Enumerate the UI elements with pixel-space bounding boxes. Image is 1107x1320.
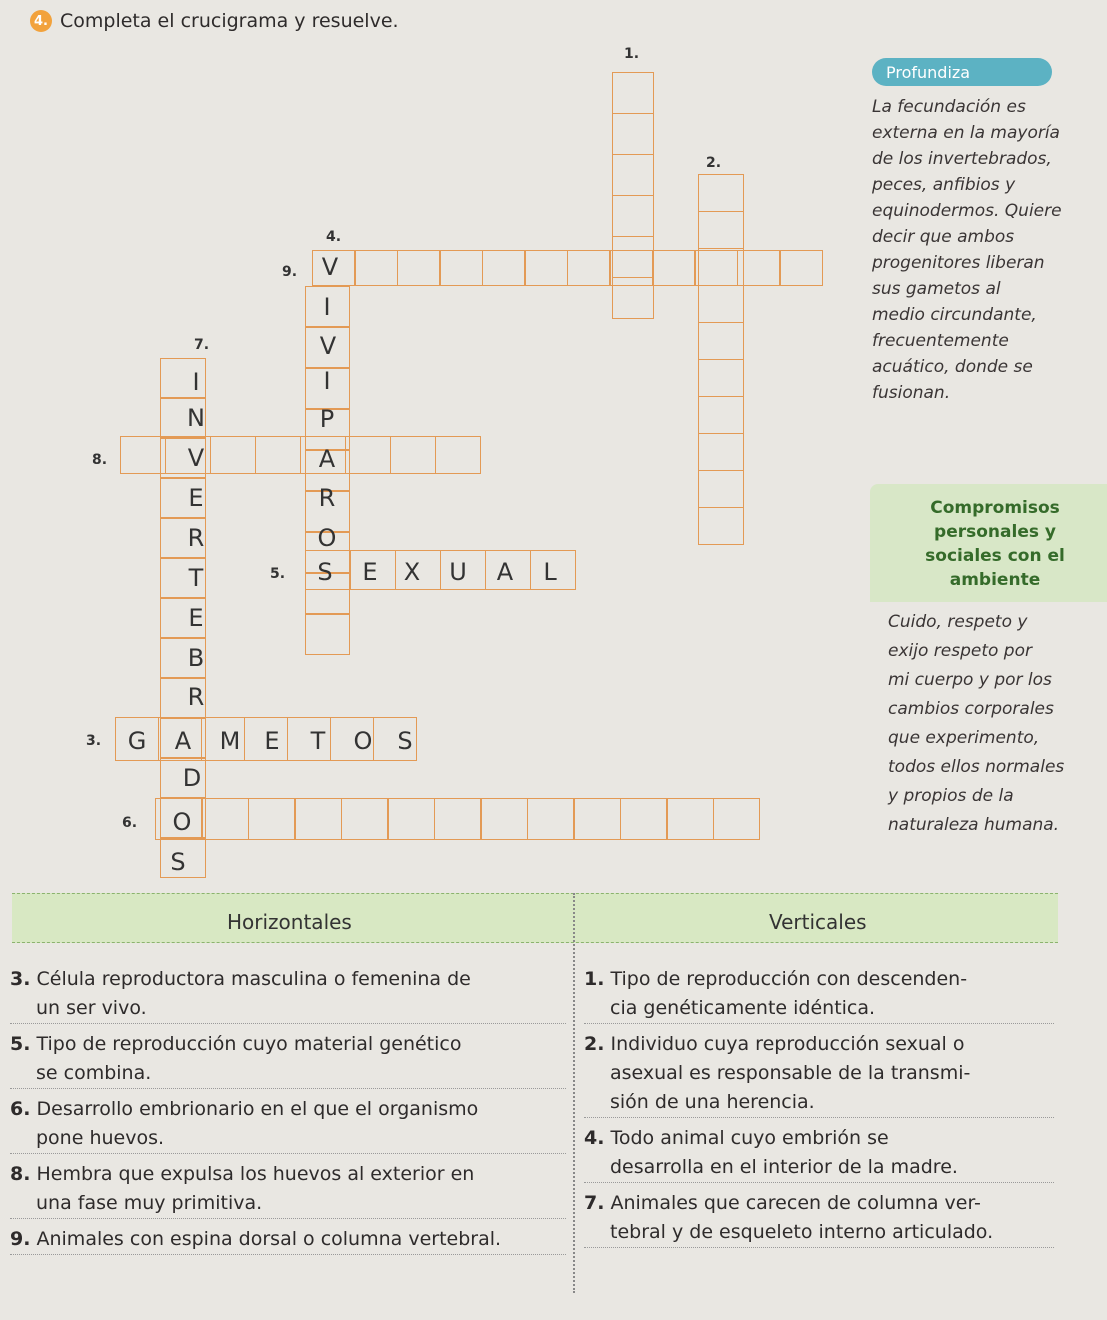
crossword-cell[interactable] (481, 798, 528, 840)
profundiza-tab: Profundiza (872, 58, 1052, 86)
clue-item-number: 6. (10, 1098, 31, 1120)
crossword-cell[interactable] (345, 436, 391, 474)
crossword-cell[interactable] (667, 798, 714, 840)
profundiza-line: de los invertebrados, (872, 149, 1052, 169)
clue-item-text: sión de una herencia. (610, 1091, 815, 1113)
horizontal-clues (10, 965, 566, 1261)
clue-number: 8. (92, 452, 108, 468)
clue-number: 5. (270, 566, 286, 582)
profundiza-line: sus gametos al (872, 279, 1001, 299)
handwritten-letter: E (188, 484, 204, 512)
crossword-cell[interactable] (780, 250, 823, 286)
clue-item (584, 1189, 1054, 1248)
handwritten-letter: V (187, 444, 205, 472)
clue-number: 4. (326, 229, 342, 245)
clue-item-text: asexual es responsable de la transmi- (610, 1062, 971, 1084)
profundiza-line: decir que ambos (872, 227, 1015, 247)
handwritten-letter: I (323, 367, 331, 395)
clue-item-text: una fase muy primitiva. (36, 1192, 263, 1214)
clue-number: 3. (86, 733, 102, 749)
handwritten-letter: E (188, 604, 204, 632)
crossword-cell[interactable] (695, 250, 738, 286)
crossword-cell[interactable] (567, 250, 610, 286)
clue-item-text: Animales que carecen de columna ver- (604, 1192, 981, 1214)
handwritten-letter: T (188, 564, 204, 592)
compromisos-line: todos ellos normales (888, 757, 1065, 777)
compromisos-title-line: Compromisos (930, 498, 1060, 518)
profundiza-line: fusionan. (872, 383, 951, 403)
handwritten-letter: D (182, 764, 202, 792)
profundiza-line: frecuentemente (872, 331, 1009, 351)
compromisos-line: Cuido, respeto y (888, 612, 1028, 632)
crossword-cell[interactable] (698, 396, 744, 434)
vertical-header: Verticales (769, 910, 867, 934)
clue-item-number: 8. (10, 1163, 31, 1185)
clue-item-number: 7. (584, 1192, 605, 1214)
clue-item (10, 965, 566, 1024)
clue-item-text: tebral y de esqueleto interno articulado. (610, 1221, 994, 1243)
handwritten-letter: V (321, 253, 339, 281)
clue-number: 7. (194, 337, 210, 353)
crossword-cell[interactable] (390, 436, 436, 474)
activity-number-badge: 4. (30, 10, 52, 32)
handwritten-letter: R (187, 524, 205, 552)
crossword-cell[interactable] (482, 250, 525, 286)
compromisos-line: y propios de la (888, 786, 1014, 806)
clue-item-number: 1. (584, 968, 605, 990)
crossword-cell[interactable] (612, 154, 654, 196)
clue-item (10, 1160, 566, 1219)
clue-item (10, 1225, 566, 1255)
handwritten-letter: S (317, 558, 333, 586)
crossword-cell[interactable] (440, 250, 483, 286)
clue-item-text: cia genéticamente idéntica. (610, 997, 876, 1019)
handwritten-letter: I (192, 368, 200, 396)
clue-number: 6. (122, 815, 138, 831)
compromisos-title-line: ambiente (949, 570, 1041, 590)
handwritten-letter: U (449, 558, 467, 586)
compromisos-line: naturaleza humana. (888, 815, 1060, 835)
activity-instruction: Completa el crucigrama y resuelve. (60, 10, 399, 32)
crossword-cell[interactable] (525, 250, 568, 286)
clues-header (12, 893, 1058, 943)
clue-number: 2. (706, 155, 722, 171)
crossword-cell[interactable] (527, 798, 574, 840)
clue-number: 1. (624, 46, 640, 62)
clue-item-text: Célula reproductora masculina o femenina de (30, 968, 471, 990)
handwritten-letter: P (319, 405, 335, 433)
clue-item-text: Individuo cuya reproducción sexual o (604, 1033, 965, 1055)
clue-item-text: Hembra que expulsa los huevos al exterior en (30, 1163, 475, 1185)
vertical-clues (584, 965, 1054, 1254)
crossword-cell[interactable] (713, 798, 760, 840)
handwritten-letter: V (319, 332, 337, 360)
compromisos-line: que experimento, (888, 728, 1040, 748)
crossword-cell[interactable] (120, 436, 166, 474)
handwritten-letter: A (174, 727, 192, 755)
handwritten-letter: O (172, 808, 192, 836)
profundiza-line: progenitores liberan (872, 253, 1045, 273)
crossword-cell[interactable] (737, 250, 780, 286)
crossword-cell[interactable] (612, 195, 654, 237)
handwritten-letter: T (310, 727, 326, 755)
profundiza-line: equinodermos. Quiere (872, 201, 1062, 221)
handwritten-letter: O (353, 727, 373, 755)
clue-item-text: Todo animal cuyo embrión se (604, 1127, 889, 1149)
crossword-cell[interactable] (612, 113, 654, 155)
handwritten-letter: I (323, 293, 331, 321)
crossword-cell[interactable] (255, 436, 301, 474)
crossword-cell[interactable] (295, 798, 342, 840)
crossword-cell[interactable] (248, 798, 295, 840)
crossword-cell[interactable] (610, 250, 653, 286)
crossword-cell[interactable] (434, 798, 481, 840)
handwritten-letter: M (219, 727, 241, 755)
crossword-cell[interactable] (202, 798, 249, 840)
clue-item (584, 965, 1054, 1024)
profundiza-line: externa en la mayoría (872, 123, 1060, 143)
compromisos-line: cambios corporales (888, 699, 1054, 719)
compromisos-text (888, 608, 1064, 840)
compromisos-title (890, 496, 1100, 592)
compromisos-line: exijo respeto por (888, 641, 1032, 661)
handwritten-letter: S (397, 727, 413, 755)
horizontal-header: Horizontales (227, 910, 352, 934)
clue-item (584, 1030, 1054, 1118)
handwritten-letter: S (170, 848, 186, 876)
clue-item-text: Tipo de reproducción cuyo material genético (30, 1033, 462, 1055)
crossword-cell[interactable] (698, 322, 744, 360)
clue-item (584, 1124, 1054, 1183)
crossword-cell[interactable] (210, 436, 256, 474)
clue-item-text: Tipo de reproducción con descenden- (604, 968, 968, 990)
handwritten-letter: A (318, 445, 336, 473)
clue-item-number: 2. (584, 1033, 605, 1055)
clue-item-number: 9. (10, 1228, 31, 1250)
crossword-cell[interactable] (435, 436, 481, 474)
handwritten-letter: B (187, 644, 205, 672)
handwritten-letter: O (317, 524, 337, 552)
clue-item-number: 3. (10, 968, 31, 990)
compromisos-line: mi cuerpo y por los (888, 670, 1052, 690)
handwritten-letter: E (264, 727, 280, 755)
clue-item-number: 4. (584, 1127, 605, 1149)
clue-item (10, 1095, 566, 1154)
profundiza-line: peces, anfibios y (872, 175, 1016, 195)
crossword-cell[interactable] (698, 507, 744, 545)
handwritten-letter: R (318, 484, 336, 512)
clues-divider (573, 893, 575, 1293)
crossword-cell[interactable] (698, 285, 744, 323)
crossword-cell[interactable] (698, 174, 744, 212)
crossword-cell[interactable] (305, 614, 350, 655)
handwritten-letter: E (362, 558, 378, 586)
handwritten-letter: X (403, 558, 421, 586)
profundiza-line: medio circundante, (872, 305, 1037, 325)
clue-item-text: Animales con espina dorsal o columna vertebral. (30, 1228, 502, 1250)
crossword-cell[interactable] (698, 359, 744, 397)
compromisos-title-line: sociales con el (925, 546, 1065, 566)
crossword-cell[interactable] (574, 798, 621, 840)
crossword-cell[interactable] (341, 798, 388, 840)
crossword-cell[interactable] (388, 798, 435, 840)
handwritten-letter: R (187, 683, 205, 711)
crossword-cell[interactable] (698, 433, 744, 471)
crossword-cell[interactable] (612, 72, 654, 114)
clue-number: 9. (282, 264, 298, 280)
crossword-cell[interactable] (652, 250, 695, 286)
handwritten-letter: N (187, 404, 205, 432)
crossword-cell[interactable] (397, 250, 440, 286)
clue-item-text: se combina. (36, 1062, 152, 1084)
clue-item-text: desarrolla en el interior de la madre. (610, 1156, 958, 1178)
crossword-cell[interactable] (698, 470, 744, 508)
profundiza-text (872, 94, 1062, 406)
profundiza-line: La fecundación es (872, 97, 1026, 117)
crossword-cell[interactable] (620, 798, 667, 840)
crossword-cell[interactable] (698, 211, 744, 249)
clue-item-number: 5. (10, 1033, 31, 1055)
handwritten-letter: L (543, 558, 557, 586)
clue-item (10, 1030, 566, 1089)
clue-item-text: un ser vivo. (36, 997, 147, 1019)
handwritten-letter: G (127, 727, 147, 755)
profundiza-line: acuático, donde se (872, 357, 1033, 377)
crossword-cell[interactable] (355, 250, 398, 286)
compromisos-title-line: personales y (934, 522, 1056, 542)
handwritten-letter: A (496, 558, 514, 586)
clue-item-text: Desarrollo embrionario en el que el organismo (30, 1098, 479, 1120)
clue-item-text: pone huevos. (36, 1127, 165, 1149)
